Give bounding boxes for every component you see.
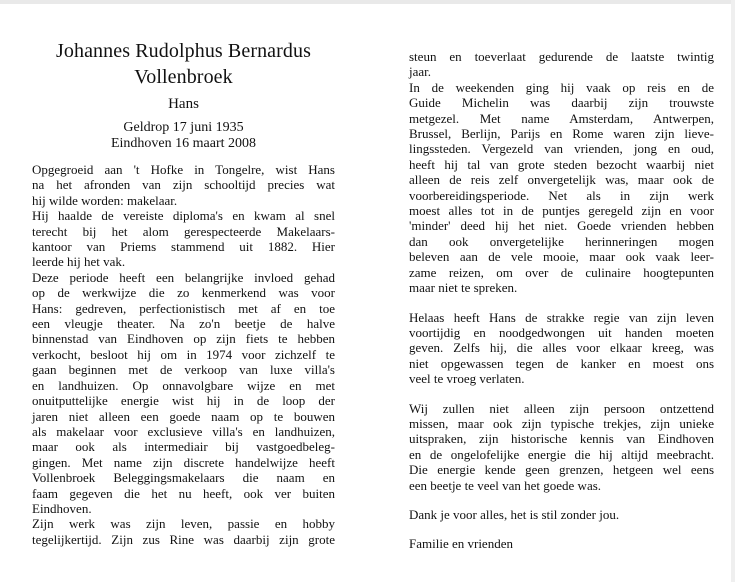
paragraph-gap [409, 493, 714, 507]
text-line: verkocht, besloot hij om in 1974 voor zichzelf te [32, 346, 335, 362]
text-line: Helaas heeft Hans de strakke regie van zijn leven [409, 309, 714, 325]
text-line: Die energie kende geen grenzen, hetgeen wel eens [409, 462, 714, 478]
text-line: dan ook onvergetelijke herinneringen mogen [409, 233, 714, 249]
text-line: Deze periode heeft een belangrijke invloed gehad [32, 269, 335, 285]
right-column [409, 49, 714, 552]
paragraph [409, 310, 714, 387]
text-line: gingen. Met name zijn discrete handelwijze heeft [32, 454, 335, 470]
text-line: Hij haalde de vereiste diploma's en kwam al snel [32, 208, 335, 224]
text-line: op de werkwijze die zo kenmerkend was voor [32, 285, 335, 301]
text-line: Brussel, Berlijn, Parijs en Rome waren zijn lieve- [409, 126, 714, 142]
scan-edge-right [731, 0, 735, 582]
text-line: hij wilde worden: makelaar. [32, 192, 178, 208]
text-line: kantoor van Priems stammend uit 1882. Hier [32, 239, 335, 255]
text-line: beleven aan de vele mooie, maar ook vaak leer- [409, 249, 714, 265]
text-line: niet opgewassen tegen de kanker en moest ons [409, 355, 714, 371]
text-line: heeft hij tal van grote steden bezocht waarbij niet [409, 156, 714, 172]
text-line: Guide Michelin was daarbij zijn trouwste [409, 95, 714, 111]
full-name-line-2: Vollenbroek [134, 66, 233, 88]
paragraph-gap [409, 522, 714, 536]
paragraph [409, 401, 714, 493]
text-line: maar niet te spreken. [409, 280, 518, 296]
text-line: Zijn werk was zijn leven, passie en hobby [32, 516, 335, 532]
text-line: een beetje te veel van het goede was. [409, 477, 602, 493]
text-line: Hans: gedreven, perfectionistisch met af en toe [32, 300, 335, 316]
paragraph [409, 536, 714, 551]
text-line: Familie en vrienden [409, 536, 513, 552]
scan-edge-top [0, 0, 735, 4]
text-line: Eindhoven. [32, 500, 92, 516]
text-line: alleen de reis zelf onvergetelijk was, maar ook de [409, 172, 714, 188]
text-line: jaren niet alleen een goede naam op te bouwen [32, 408, 335, 424]
text-line: voorbereidingsperiode. Net als in zijn werk [409, 187, 714, 203]
text-line: een vleugje theater. Na zo'n beetje de halve [32, 316, 335, 332]
nickname: Hans [168, 96, 199, 112]
death-line: Eindhoven 16 maart 2008 [110, 136, 257, 151]
text-line: en landhuizen. Op onnavolgbare wijze en met [32, 377, 335, 393]
left-body-text [32, 162, 335, 547]
paragraph-gap [409, 387, 714, 401]
right-body-text [409, 49, 714, 552]
text-line: leerde hij het vak. [32, 254, 126, 270]
life-dates [32, 120, 335, 152]
text-line: moest alles tot in de puntjes geregeld zijn en voor [409, 203, 714, 219]
text-line: zame reizen, om over de culinaire hoogtepunten [409, 264, 714, 280]
text-line: Wij zullen niet alleen zijn persoon ontzettend [409, 400, 714, 416]
text-line: na het afronden van zijn schooltijd precies wat [32, 177, 335, 193]
text-line: Dank je voor alles, het is stil zonder jou. [409, 506, 620, 522]
text-line: gaan beginnen met de verkoop van luxe villa's [32, 362, 335, 378]
text-line: maar ook als intermediair bij vastgoedbeleg- [32, 439, 335, 455]
text-line: onuitputtelijke energie wist hij in de loop der [32, 393, 335, 409]
text-line: Vollenbroek Beleggingsmakelaars die naam en [32, 470, 335, 486]
text-line: Opgegroeid aan 't Hofke in Tongelre, wist Hans [32, 162, 335, 177]
text-line: binnenstad van Eindhoven op zijn fiets te hebben [32, 331, 335, 347]
text-line: terecht bij het alom gerespecteerde Makelaars- [32, 223, 335, 239]
text-line: 'minder' deed hij het niet. Goede vrienden hebben [409, 218, 714, 234]
text-line: veel te vroeg verlaten. [409, 371, 525, 387]
paragraph [409, 507, 714, 522]
text-line: en de ongelofelijke energie die hij altijd meebracht. [409, 446, 714, 462]
birth-line: Geldrop 17 juni 1935 [123, 120, 244, 135]
text-line: lingssteden. Vergezeld van vrienden, jong en oud, [409, 141, 714, 157]
text-line: tegelijkertijd. Zijn zus Rine was daarbij zijn grote [32, 531, 335, 547]
paragraph-gap [409, 296, 714, 310]
text-line: missen, maar ook zijn typische trekjes, zijn unieke [409, 415, 714, 431]
text-line: In de weekenden ging hij vaak op reis en de [409, 79, 714, 95]
paragraph [409, 49, 714, 296]
text-line: steun en toeverlaat gedurende de laatste twintig [409, 49, 714, 64]
card-header [32, 38, 335, 152]
full-name-line-1: Johannes Rudolphus Bernardus [56, 40, 311, 62]
left-column [32, 38, 335, 547]
text-line: voortijdig en noodgedwongen uit handen moeten [409, 324, 714, 340]
text-line: faam gegeven die het nu heeft, ook ver buiten [32, 485, 335, 501]
text-line: als makelaar voor exclusieve villa's en landhuizen, [32, 423, 335, 439]
text-line: geven. Zelfs hij, die alles voor elkaar kreeg, was [409, 340, 714, 356]
text-line: metgezel. Met name Amsterdam, Antwerpen, [409, 110, 714, 126]
text-line: uitspraken, zijn historische kennis van Eindhoven [409, 431, 714, 447]
text-line: jaar. [409, 64, 432, 80]
